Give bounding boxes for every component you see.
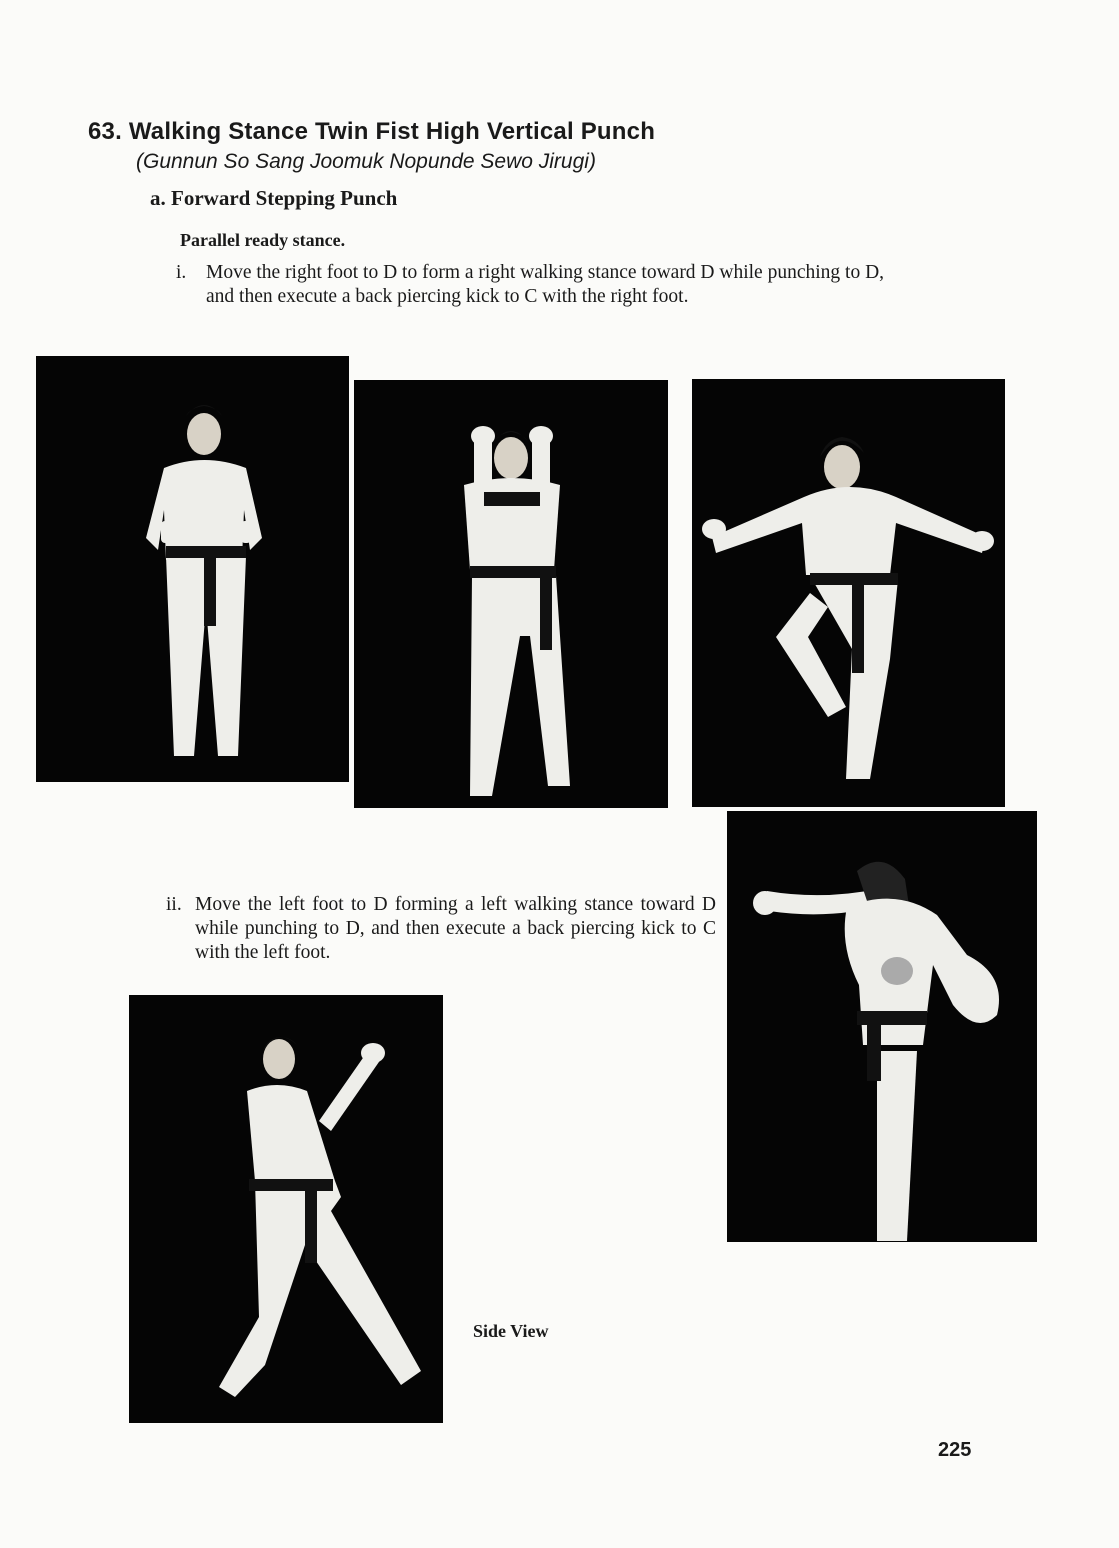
step-1-text: Move the right foot to D to form a right walking stance toward D while punching to D, and then execute a back piercing kick to C with the right foot. bbox=[206, 262, 885, 307]
step-2-text: Move the left foot to D forming a left walking stance toward D while punching to D, and then execute a back piercing kick to C with the left foot. bbox=[195, 894, 716, 963]
section-heading: a. Forward Stepping Punch bbox=[150, 186, 398, 210]
photo-kick-chamber bbox=[692, 379, 1005, 807]
photo-back-kick bbox=[727, 811, 1037, 1242]
page-number: 225 bbox=[938, 1439, 972, 1461]
photo-ready-stance bbox=[36, 356, 349, 782]
figure-ready-stance bbox=[36, 356, 349, 782]
figure-back-kick bbox=[727, 811, 1037, 1242]
step-2-number: ii. bbox=[166, 894, 182, 915]
step-1-number: i. bbox=[176, 262, 187, 283]
page-title: 63. Walking Stance Twin Fist High Vertical Punch bbox=[88, 118, 656, 145]
step-1 bbox=[176, 261, 916, 309]
step-2 bbox=[166, 893, 716, 965]
photo-caption-side-view: Side View bbox=[473, 1321, 549, 1341]
figure-kick-chamber bbox=[692, 379, 1005, 807]
ready-stance-label: Parallel ready stance. bbox=[180, 230, 346, 250]
figure-twin-fist-punch bbox=[354, 380, 668, 808]
page-subtitle: (Gunnun So Sang Joomuk Nopunde Sewo Jirugi) bbox=[136, 150, 596, 173]
photo-side-view bbox=[129, 995, 443, 1423]
photo-twin-fist-punch bbox=[354, 380, 668, 808]
figure-side-view bbox=[129, 995, 443, 1423]
